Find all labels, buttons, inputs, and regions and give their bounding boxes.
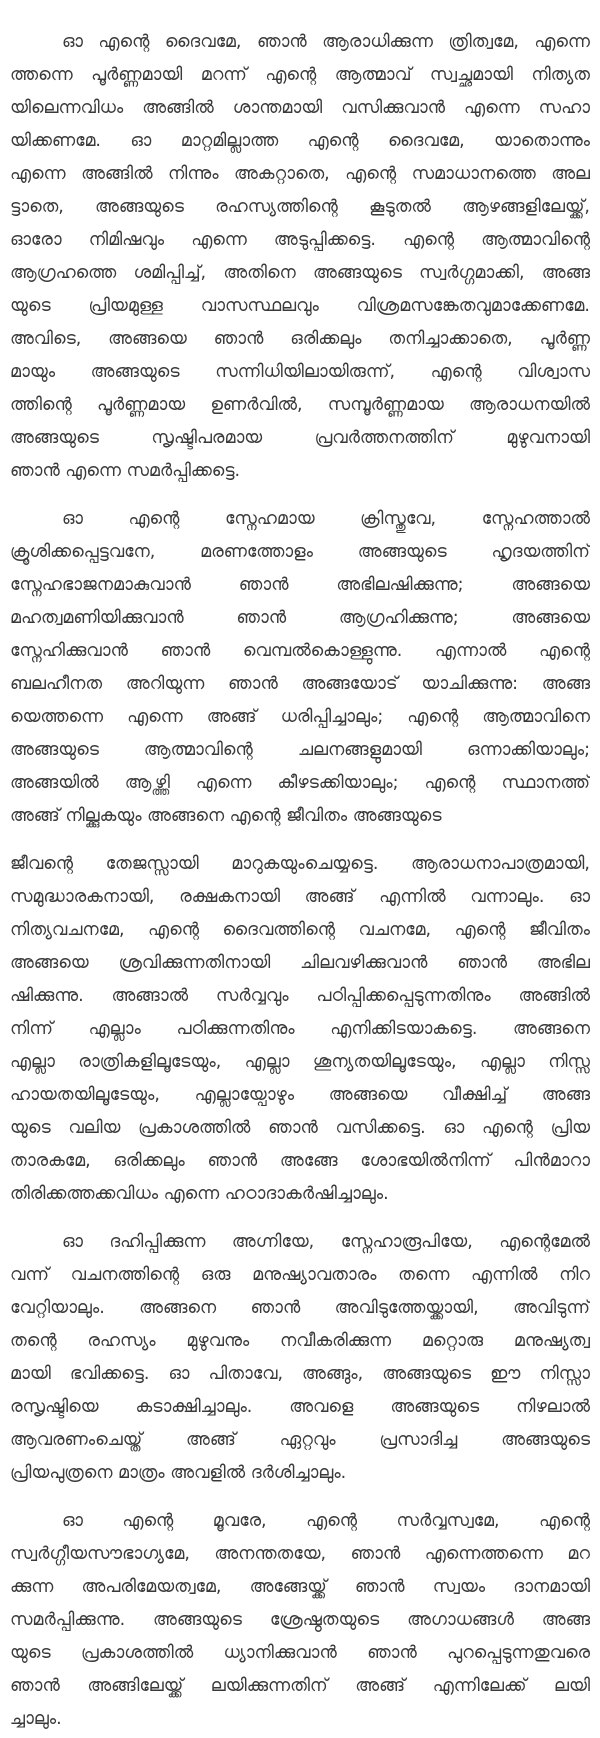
paragraph-2 xyxy=(10,503,590,833)
text-line: ച്ചാലും. xyxy=(10,1709,62,1729)
text-line: ഞാൻ എന്നെ സമർപ്പിക്കട്ടെ. xyxy=(10,461,241,481)
text-line: ഷിക്കുന്നു. അങ്ങാൽ സർവ്വവും പഠിപ്പിക്കപ്പെടുന്നതിനും അങ്ങിൽ xyxy=(10,986,590,1006)
text-line: ഓ എന്റെ സ്നേഹമായ ക്രിസ്തുവേ, സ്നേഹത്താൽ xyxy=(62,509,590,529)
text-line: ക്രൂശിക്കപ്പെട്ടവനേ, മരണത്തോളം അങ്ങയുടെ ഹൃദയത്തിന് xyxy=(10,542,590,562)
paragraph-5 xyxy=(10,1505,590,1736)
text-line: വന്ന് വചനത്തിന്റെ ഒരു മനുഷ്യാവതാരം തന്നെ എന്നിൽ നിറ xyxy=(10,1265,590,1285)
text-line: സ്നേഹിക്കുവാൻ ഞാൻ വെമ്പൽകൊള്ളുന്നു. എന്നാൽ എന്റെ xyxy=(10,641,590,661)
text-line: താരകമേ, ഒരിക്കലും ഞാൻ അങ്ങേ ശോഭയിൽനിന്ന് പിൻമാറാ xyxy=(10,1151,590,1171)
text-line: നിത്യവചനമേ, എന്റെ ദൈവത്തിന്റെ വചനമേ, എന്റെ ജീവിതം xyxy=(10,920,590,940)
text-line: മായും അങ്ങയുടെ സന്നിധിയിലായിരുന്ന്, എന്റെ വിശ്വാസ xyxy=(10,362,590,382)
text-line: പ്രിയപുത്രനെ മാത്രം അവളിൽ ദർശിച്ചാലും. xyxy=(10,1463,347,1483)
text-line: ഓരോ നിമിഷവും എന്നെ അടുപ്പിക്കട്ടെ. എന്റെ ആത്മാവിന്റെ xyxy=(10,230,590,250)
text-line: നിന്ന് എല്ലാം പഠിക്കുന്നതിനും എനിക്കിടയാകട്ടെ. അങ്ങനെ xyxy=(10,1019,590,1039)
text-line: രസൃഷ്ടിയെ കടാക്ഷിച്ചാലും. അവളെ അങ്ങയുടെ നിഴലാൽ xyxy=(10,1397,590,1417)
text-line: യെത്തന്നെ എന്നെ അങ്ങ് ധരിപ്പിച്ചാലും; എന്റെ ആത്മാവിനെ xyxy=(10,707,590,727)
text-line: യുടെ വലിയ പ്രകാശത്തിൽ ഞാൻ വസിക്കട്ടെ. ഓ എന്റെ പ്രിയ xyxy=(10,1118,590,1138)
text-line: ബലഹീനത അറിയുന്ന ഞാൻ അങ്ങയോട് യാചിക്കുന്നു: അങ്ങ xyxy=(10,674,590,694)
text-line: മായി ഭവിക്കട്ടെ. ഓ പിതാവേ, അങ്ങും, അങ്ങയുടെ ഈ നിസ്സാ xyxy=(10,1364,590,1384)
text-line: എല്ലാ രാത്രികളിലൂടേയും, എല്ലാ ശൂന്യതയിലൂടേയും, എല്ലാ നിസ്സ xyxy=(10,1052,590,1072)
text-line: യുടെ പ്രിയമുള്ള വാസസ്ഥലവും വിശ്രമസങ്കേതവുമാക്കേണമേ. xyxy=(10,296,590,316)
text-line: സ്നേഹഭാജനമാകുവാൻ ഞാൻ അഭിലഷിക്കുന്നു; അങ്ങയെ xyxy=(10,575,590,595)
text-line: തന്റെ രഹസ്യം മുഴുവനും നവീകരിക്കുന്ന മറ്റൊരു മനുഷ്യത്വ xyxy=(10,1331,590,1351)
text-line: അങ്ങയെ ശ്രവിക്കുന്നതിനായി ചിലവഴിക്കുവാൻ ഞാൻ അഭില xyxy=(10,953,590,973)
text-line: സ്വർഗ്ഗീയസൗഭാഗ്യമേ, അനന്തതയേ, ഞാൻ എന്നെത്തന്നെ മറ xyxy=(10,1544,590,1564)
text-line: സമർപ്പിക്കുന്നു. അങ്ങയുടെ ശ്രേഷ്ഠതയുടെ അഗാധങ്ങൾ അങ്ങ xyxy=(10,1610,590,1630)
text-line: സമുദ്ധാരകനായി, രക്ഷകനായി അങ്ങ് എന്നിൽ വന്നാലും. ഓ xyxy=(10,887,590,907)
text-line: ആവരണംചെയ്ത് അങ്ങ് ഏറ്റവും പ്രസാദിച്ച അങ്ങയുടെ xyxy=(10,1430,590,1450)
text-line: ട്ടാതെ, അങ്ങയുടെ രഹസ്യത്തിന്റെ കൂടുതൽ ആഴങ്ങളിലേയ്ക്ക്, xyxy=(10,197,590,217)
text-line: ഞാൻ അങ്ങിലേയ്ക്ക് ലയിക്കുന്നതിന് അങ്ങ് എന്നിലേക്ക് ലയി xyxy=(10,1676,590,1696)
paragraph-1 xyxy=(10,26,590,488)
text-line: അങ്ങയുടെ ആത്മാവിന്റെ ചലനങ്ങളുമായി ഒന്നാക്കിയാലും; xyxy=(10,740,590,760)
text-line: മഹത്വമണിയിക്കുവാൻ ഞാൻ ആഗ്രഹിക്കുന്നു; അങ്ങയെ xyxy=(10,608,590,628)
text-line: അവിടെ, അങ്ങയെ ഞാൻ ഒരിക്കലും തനിച്ചാക്കാതെ, പൂർണ്ണ xyxy=(10,329,590,349)
text-line: ക്കുന്ന അപരിമേയത്വമേ, അങ്ങേയ്ക്ക് ഞാൻ സ്വയം ദാനമായി xyxy=(10,1577,590,1597)
text-line: യിക്കണമേ. ഓ മാറ്റമില്ലാത്ത എന്റെ ദൈവമേ, യാതൊന്നും xyxy=(10,131,590,151)
text-line: അങ്ങ് നില്ക്കുകയും അങ്ങനെ എന്റെ ജീവിതം അങ്ങയുടെ xyxy=(10,806,442,826)
paragraph-3 xyxy=(10,848,590,1211)
text-line: ത്തന്നെ പൂർണ്ണമായി മറന്ന് എന്റെ ആത്മാവ് സ്വച്ഛമായി നിത്യത xyxy=(10,65,590,85)
text-line: ഹായതയിലൂടേയും, എല്ലായ്പോഴും അങ്ങയെ വീക്ഷിച്ച് അങ്ങ xyxy=(10,1085,590,1105)
text-line: ത്തിന്റെ പൂർണ്ണമായ ഉണർവിൽ, സമ്പൂർണ്ണമായ ആരാധനയിൽ xyxy=(10,395,590,415)
text-line: എന്നെ അങ്ങിൽ നിന്നും അകറ്റാതെ, എന്റെ സമാധാനത്തെ അല xyxy=(10,164,590,184)
text-line: വേറ്റിയാലും. അങ്ങനെ ഞാൻ അവിടുത്തേയ്ക്കായി, അവിടുന്ന് xyxy=(10,1298,590,1318)
text-line: ഓ എന്റെ മൂവരേ, എന്റെ സർവ്വസ്വമേ, എന്റെ xyxy=(62,1511,590,1531)
text-line: ഓ എന്റെ ദൈവമേ, ഞാൻ ആരാധിക്കുന്ന ത്രിത്വമേ, എന്നെ xyxy=(62,32,590,52)
text-line: യുടെ പ്രകാശത്തിൽ ധ്യാനിക്കുവാൻ ഞാൻ പുറപ്പെടുന്നതുവരെ xyxy=(10,1643,590,1663)
text-line: ആഗ്രഹത്തെ ശമിപ്പിച്ച്, അതിനെ അങ്ങയുടെ സ്വർഗ്ഗമാക്കി, അങ്ങ xyxy=(10,263,590,283)
text-line: അങ്ങയുടെ സൃഷ്ടിപരമായ പ്രവർത്തനത്തിന് മുഴുവനായി xyxy=(10,428,590,448)
paragraph-4 xyxy=(10,1226,590,1490)
text-line: തിരിക്കത്തക്കവിധം എന്നെ ഹഠാദാകർഷിച്ചാലും. xyxy=(10,1184,389,1204)
text-line: യിലെന്നവിധം അങ്ങിൽ ശാന്തമായി വസിക്കുവാൻ എന്നെ സഹാ xyxy=(10,98,590,118)
text-line: അങ്ങയിൽ ആഴ്ത്തി എന്നെ കീഴടക്കിയാലും; എന്റെ സ്ഥാനത്ത് xyxy=(10,773,590,793)
text-line: ജീവന്റെ തേജസ്സായി മാറുകയുംചെയ്യട്ടെ. ആരാധനാപാത്രമായി, xyxy=(10,854,590,874)
text-line: ഓ ദഹിപ്പിക്കുന്ന അഗ്നിയേ, സ്നേഹാരൂപിയേ, എന്റെമേൽ xyxy=(62,1232,590,1252)
